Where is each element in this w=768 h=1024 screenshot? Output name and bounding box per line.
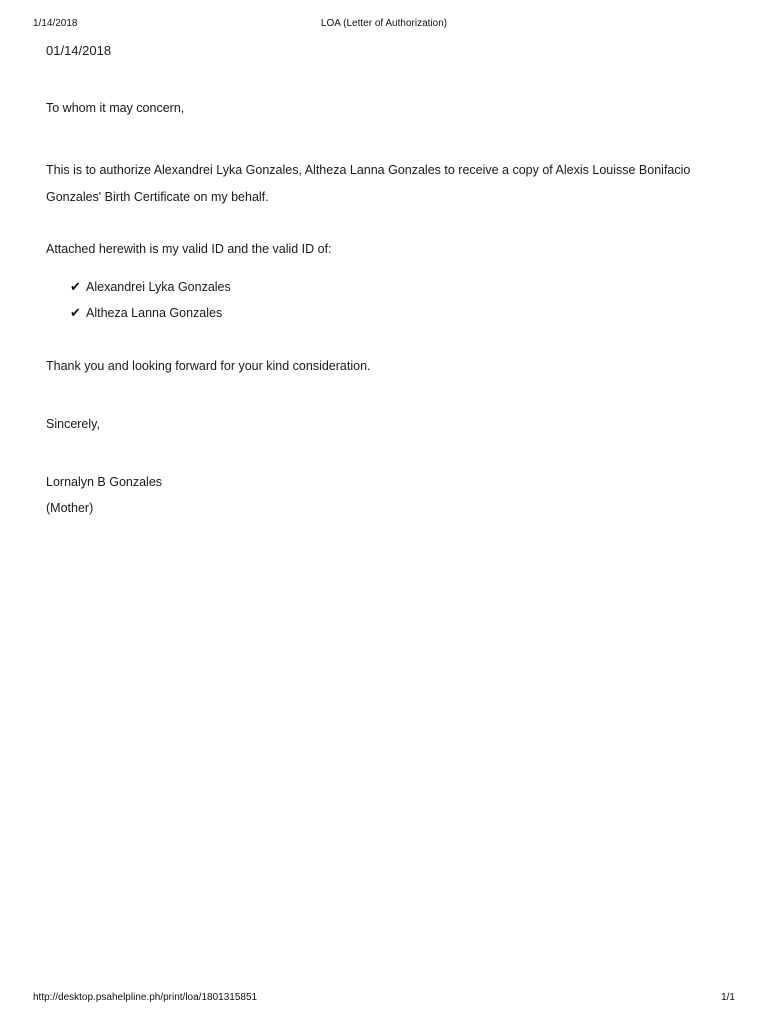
signatory-name: Lornalyn B Gonzales (46, 475, 163, 489)
print-header (33, 18, 735, 32)
print-footer (33, 992, 735, 1006)
signatory-relation: (Mother) (46, 501, 94, 515)
attached-item-label: Altheza Lanna Gonzales (86, 306, 223, 320)
letter-sign-off: Sincerely, (46, 417, 100, 431)
letter-date: 01/14/2018 (46, 43, 112, 58)
print-header-date: 1/14/2018 (33, 18, 78, 29)
attached-item-label: Alexandrei Lyka Gonzales (86, 280, 231, 294)
print-footer-page-number: 1/1 (721, 992, 735, 1003)
letter-salutation: To whom it may concern, (46, 101, 185, 115)
letter-closing-thanks: Thank you and looking forward for your kind consideration. (46, 359, 371, 373)
list-item (70, 274, 231, 300)
attached-id-list (70, 274, 231, 326)
list-item (70, 300, 231, 326)
print-header-title: LOA (Letter of Authorization) (320, 18, 448, 29)
print-footer-url: http://desktop.psahelpline.ph/print/loa/1801315851 (33, 992, 258, 1003)
checkmark-icon: ✔ (70, 279, 81, 294)
checkmark-icon: ✔ (70, 305, 81, 320)
letter-authorization-paragraph: This is to authorize Alexandrei Lyka Gonzales, Altheza Lanna Gonzales to receive a copy of Alexis Louisse Bonifacio Gonzales' Birth Certificate on my behalf. (46, 163, 691, 204)
letter-attached-intro: Attached herewith is my valid ID and the valid ID of: (46, 242, 332, 256)
